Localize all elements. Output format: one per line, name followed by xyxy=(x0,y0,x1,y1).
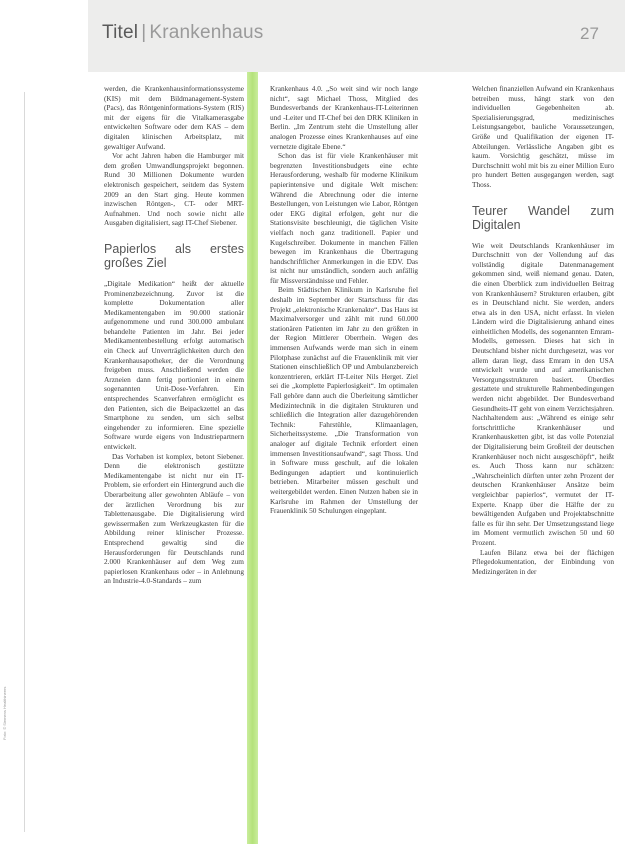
subheading: Papierlos als erstes großes Ziel xyxy=(104,241,244,271)
section-title xyxy=(102,22,264,44)
paragraph: Das Vorhaben ist komplex, betont Siebener. Denn die elektronisch gestützte Medikamentengabe ist nicht nur ein IT-Problem, sie erfordert ein Hintergrund auch die Überarbeitung aller gewohnten Abläufe – von der ärztlichen Verordnung bis zur Tablettenausgabe. Die Digitalisierung wird gewissermaßen zum Werkzeugkasten für die Abbildung reiner klinischer Prozesse. Entsprechend gewaltig sind die Herausforderungen für Deutschlands rund 2.000 Krankenhäuser auf dem Weg zum papierlosen Krankenhaus oder – in Anlehnung an Industrie-4.0-Standards – zum xyxy=(104,451,244,586)
left-margin-line xyxy=(24,92,25,832)
text-column-2 xyxy=(270,84,418,516)
text-column-1 xyxy=(104,84,244,586)
paragraph: Schon das ist für viele Krankenhäuser mit begrenzten Investitionsbudgets eine echte Herausforderung, weshalb für moderne Klinikum papierintensive und digitale Welt mischen: Während die Abrechnung oder die interne Bestellungen, von Leistungen wie Labor, Röntgen oder EKG digital erfolgen, geht nur die Stationsvisite beschleunigt, die täglichen Visite vielfach noch ganz traditionell. Papier und Kugelschreiber. Dokumente in manchen Fällen bewegen im Krankenhaus die Übertragung handschriftlicher Anmerkungen in die EDV. Das ist nicht nur umständlich, sondern auch anfällig für Missverständnisse und Fehler. xyxy=(270,151,418,285)
title-primary: Titel xyxy=(102,22,139,43)
paragraph: Laufen Bilanz etwa bei der flächigen Pflegedokumentation, der Einbindung von Medizingeräten in der xyxy=(472,547,614,576)
paragraph: Vor acht Jahren haben die Hamburger mit dem großen Umwandlungsprojekt begonnen. Rund 30 Millionen Dokumente wurden elektronisch gespeichert, seitdem das System 2009 an den Start ging. Heute kommen inzwischen Röntgen-, CT- oder MRT-Aufnahmen. Und noch sowie nicht alle Ausgaben digitalisiert, sagt IT-Chef Siebener. xyxy=(104,151,244,228)
paragraph: Welchen finanziellen Aufwand ein Krankenhaus betreiben muss, hängt stark von den individuellen Gegebenheiten ab. Spezialisierungsgrad, medizinisches Leistungsangebot, bauliche Voraussetzungen, Größe und Qualifikation der eigenen IT-Abteilungen. Verlässliche Angaben gibt es kaum. Vorsichtig geschätzt, müsse im Durchschnitt wohl mit bis zu einer Million Euro pro hundert Betten ausgegangen werden, sagt Thoss. xyxy=(472,84,614,189)
title-secondary: Krankenhaus xyxy=(149,22,264,43)
page-number: 27 xyxy=(580,24,599,43)
text-column-3 xyxy=(472,84,614,576)
green-accent-bar xyxy=(247,72,258,844)
subheading: Teurer Wandel zum Digitalen xyxy=(472,203,614,233)
paragraph: „Digitale Medikation“ heißt der aktuelle Prominenzbezeichnung. Zuvor ist die komplette Dokumentation aller Medikamentengaben im 90.000 stationär aufgenommene und rund 300.000 ambulant behandelte Patienten im Jahr. Bei jeder Medikamentenbestellung erfolgt automatisch ein Check auf Unverträglichkeiten durch den Krankenhausapotheker, der die Verordnung freigeben muss. Anschließend werden die Arzneien dann fertig portioniert in einem sogenannten Unit-Dose-Verfahren. Ein entsprechendes Scanverfahren ermöglicht es den Patienten, sich die Beipackzettel an das Smartphone zu senden, um sich selbst eingehender zu informieren. Eine spezielle Software wurde eigens von Industriepartnern entwickelt. xyxy=(104,278,244,451)
paragraph: Wie weit Deutschlands Krankenhäuser im Durchschnitt von der Vollendung auf das vollständig digitale Datenmanagement gekommen sind, weiß niemand genau. Daten, die einen Überblick zum individuellen Beitrag von Krankenhäusern? Strukturen erlauben, gibt es in Deutschland nicht. Sie werden, anders etwa als in den USA, nicht erfasst. In vielen Ländern wird die Digitalisierung anhand eines einheitlichen Modells, des sogenannten Emram-Modells, gemessen. Dieses hat sich in Deutschland bisher nicht durchgesetzt, was vor allem daran liegt, dass Emram in den USA entwickelt wurde und auf amerikanischen Versorgungsstrukturen basiert. Überdies gestattete und strukturelle Rahmenbedingungen werden nicht abgebildet. Der Bundesverband Gesundheits-IT geht von einem Verzichtsjahren. Nachhaltendem aus: „Während es einige sehr fortschrittliche Krankenhäuser und Krankenhausketten gibt, ist das volle Potenzial der Digitalisierung beim Großteil der deutschen Krankenhäuser noch nicht ausgeschöpft“, heißt es. Auch Thoss kann nur schätzen: „Wahrscheinlich dürften unter zehn Prozent der deutschen Krankenhäuser Ansätze beim vergleichbar papierlos“, vermutet der IT-Experte. Knapp über die Hälfte der zu bewältigenden Aufgaben und Projektabschnitte falle es für ihn sehr. Der Umsetzungsstand liege im Moment vermutlich zwischen 50 und 60 Prozent. xyxy=(472,240,614,547)
paragraph: werden, die Krankenhausinformationssysteme (KIS) mit dem Bildmanagement-System (Pacs), das Röntgeninformations-System (RIS) mit der eigens für die Vitalkamerasgabe entwickelten Software oder dem KAS – dem digitalen klinischen Arbeitsplatz, mit gewaltiger Aufwand. xyxy=(104,84,244,151)
photo-credit: Foto: © Siemens Healthineers xyxy=(2,686,7,740)
title-separator: | xyxy=(141,22,147,43)
paragraph: Beim Städtischen Klinikum in Karlsruhe fiel deshalb im September der Startschuss für das Projekt „elektronische Krankenakte“. Das Haus ist Maximalversorger und zählt mit rund 60.000 stationären Patienten im Jahr zu den größten in der Region Mittlerer Oberrhein. Wegen des immensen Aufwands werde man sich in einem Pilotphase zunächst auf die Frauenklinik mit vier Stationen einschließlich OP und Ambulanzbereich konzentrieren, erklärt IT-Leiter Nils Herget. Ziel sei die „komplette Papierlosigkeit“. Im optimalen Fall gehöre dann auch die Überleitung sämtlicher Medizintechnik in die digitalen Strukturen und schließlich die Integration aller dazugehörenden Technik: Fahrstühle, Klimaanlagen, Sicherheitssysteme. „Die Transformation von analoger auf digitale Technik erfordert einen immensen Investitionsaufwand“, sagt Thoss. Und in Software muss geschult, auf die lokalen Bedingungen adaptiert und kontinuierlich betrieben. Mitarbeiter müssen geschult und weitergebildet werden. Einen Nutzen haben sie in Karlsruhe im Rahmen der Umstellung der Frauenklinik 50 Schulungen eingeplant. xyxy=(270,285,418,516)
paragraph: Krankenhaus 4.0. „So weit sind wir noch lange nicht“, sagt Michael Thoss, Mitglied des Bundesverbands der Krankenhaus-IT-Leiterinnen und -Leiter und IT-Chef bei den DRK Kliniken in Berlin. „Im Zentrum steht die Umstellung aller analogen Prozesse eines Krankenhauses auf eine vernetzte digitale Ebene.“ xyxy=(270,84,418,151)
